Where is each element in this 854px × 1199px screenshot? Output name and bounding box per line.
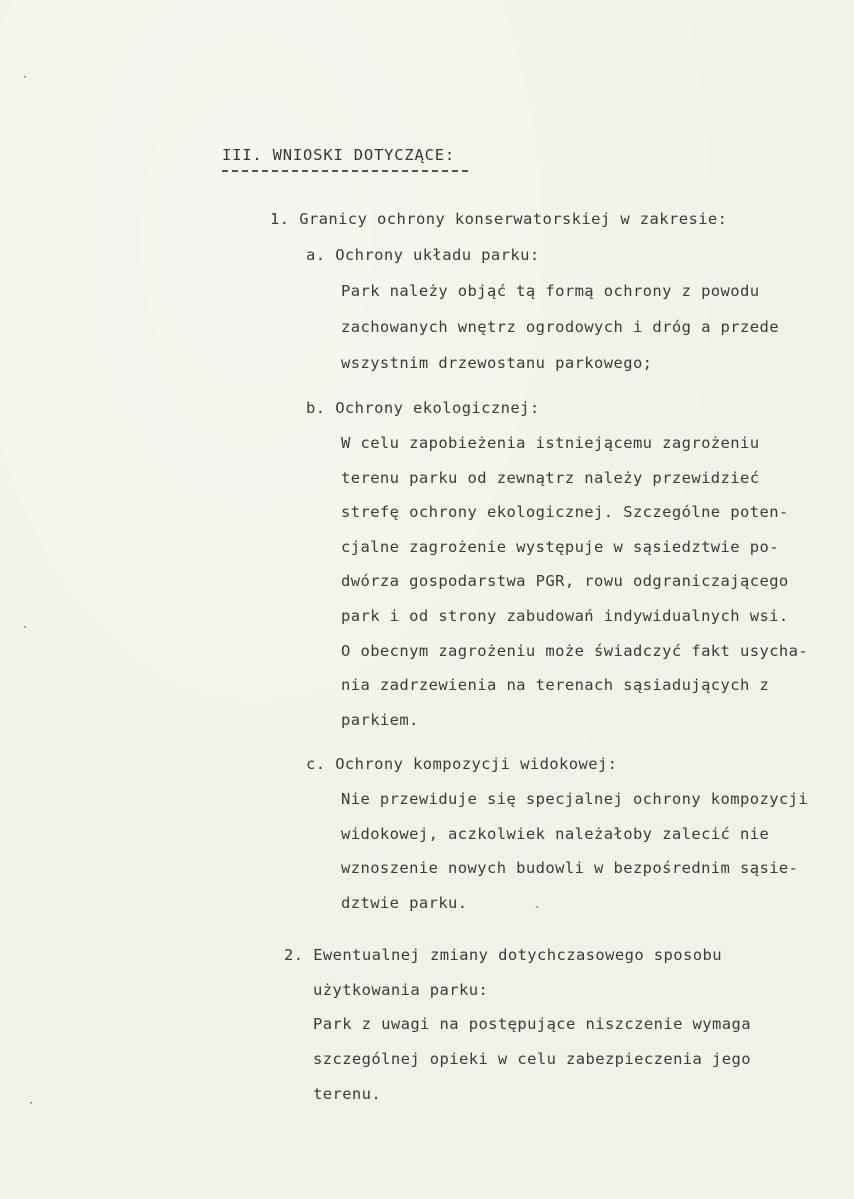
item-1-title: 1. Granicy ochrony konserwatorskiej w zakresie: bbox=[270, 210, 728, 228]
item-b-text-line: strefę ochrony ekologicznej. Szczególne poten- bbox=[341, 503, 789, 521]
item-c-text-line: wznoszenie nowych budowli w bezpośrednim sąsie- bbox=[341, 859, 799, 877]
item-b-text-line: park i od strony zabudowań indywidualnych wsi. bbox=[341, 607, 789, 625]
item-2-text-line: Park z uwagi na postępujące niszczenie wymaga bbox=[313, 1015, 751, 1033]
item-a-title: a. Ochrony układu parku: bbox=[306, 246, 540, 264]
margin-speck: · bbox=[22, 72, 29, 83]
item-c-text-line: dztwie parku. bbox=[341, 894, 468, 912]
item-2-title: 2. Ewentualnej zmiany dotychczasowego sposobu bbox=[284, 946, 722, 964]
item-2-text-line: terenu. bbox=[313, 1085, 382, 1103]
margin-speck: - bbox=[534, 902, 541, 913]
item-b-text-line: W celu zapobieżenia istniejącemu zagrożeniu bbox=[341, 434, 760, 452]
section-heading: III. WNIOSKI DOTYCZĄCE: bbox=[222, 146, 456, 164]
item-b-title: b. Ochrony ekologicznej: bbox=[306, 399, 540, 417]
item-a-text-line: zachowanych wnętrz ogrodowych i dróg a przede bbox=[341, 318, 779, 336]
margin-speck: · bbox=[22, 622, 29, 633]
margin-speck: · bbox=[28, 1098, 35, 1109]
heading-underline bbox=[222, 170, 468, 172]
item-b-text-line: O obecnym zagrożeniu może świadczyć fakt usycha- bbox=[341, 642, 809, 660]
item-b-text-line: dwórza gospodarstwa PGR, rowu odgraniczającego bbox=[341, 572, 789, 590]
item-b-text-line: terenu parku od zewnątrz należy przewidzieć bbox=[341, 469, 760, 487]
item-a-text-line: wszystnim drzewostanu parkowego; bbox=[341, 354, 653, 372]
item-c-text-line: widokowej, aczkolwiek należałoby zalecić nie bbox=[341, 825, 770, 843]
item-2-title-cont: użytkowania parku: bbox=[313, 981, 489, 999]
item-c-text-line: Nie przewiduje się specjalnej ochrony kompozycji bbox=[341, 790, 809, 808]
item-b-text-line: cjalne zagrożenie występuje w sąsiedztwie po- bbox=[341, 538, 779, 556]
item-2-text-line: szczególnej opieki w celu zabezpieczenia jego bbox=[313, 1050, 751, 1068]
item-b-text-line: parkiem. bbox=[341, 711, 419, 729]
item-b-text-line: nia zadrzewienia na terenach sąsiadujących z bbox=[341, 676, 770, 694]
item-a-text-line: Park należy objąć tą formą ochrony z powodu bbox=[341, 282, 760, 300]
item-c-title: c. Ochrony kompozycji widokowej: bbox=[306, 755, 618, 773]
